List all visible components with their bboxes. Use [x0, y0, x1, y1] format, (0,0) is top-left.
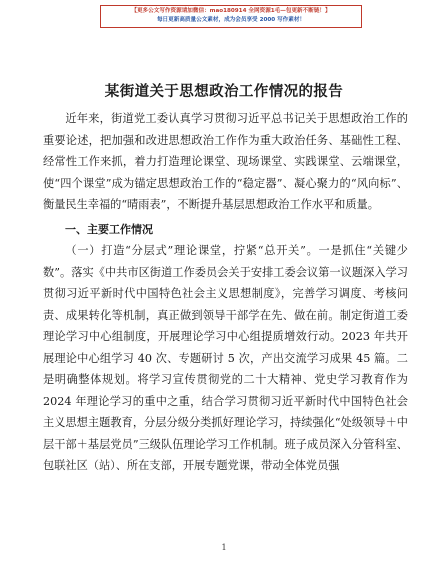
document-title: 某街道关于思想政治工作情况的报告 — [104, 83, 344, 100]
document-body — [43, 108, 408, 477]
page-number: 1 — [221, 543, 227, 552]
intro-paragraph: 近年来，街道党工委认真学习贯彻习近平总书记关于思想政治工作的重要论述，把加强和改进思想政治工作作为重大政治任务、基础性工程、经常性工作来抓，着力打造理论课堂、现场课堂、实践课堂、云端课堂，使“四个课堂”成为锚定思想政治工作的“稳定器”、凝心聚力的“风向标”、衡量民生幸福的“晴雨表”，不断提升基层思想政治工作水平和质量。 — [43, 112, 408, 211]
promo-banner — [100, 5, 362, 28]
section-paragraph: （一）打造“分层式”理论课堂，拧紧“总开关”。一是抓住“关键少数”。落实《中共市区街道工作委员会关于安排工委会议第一议题深入学习贯彻习近平新时代中国特色社会主义思想制度》，完善学习调度、考核问责、成果转化等机制，真正做到领导干部学在先、做在前。制定街道工委理论学习中心组制度，开展理论学习中心组提质增效行动。2023 年共开展理论中心组学习 40 次、专题研讨 5 次，产出交流学习成果 45 篇。二是明确整体规划。将学习宣传贯彻党的二十大精神、党史学习教育作为 2024 年理论学习的重中之重，结合学习贯彻习近平新时代中国特色社会主义思想主题教育，分层分级分类抓好理论学习，持续强化“处级领导＋中层干部＋基层党员”三级队伍理论学习工作机制。班子成员深入分管科室、包联社区（站）、所在支部，开展专题党课，带动全体党员强 — [43, 244, 408, 472]
promo-banner-line-2: 每日更新高质量公文素材，成为会员享受 2000 写作素材！ — [156, 17, 306, 23]
promo-banner-line-1: 【更多公文写作资源请加微信：mao180914 全网资源1毛—包更新不断链！】 — [131, 8, 331, 14]
section-heading: 一、主要工作情况 — [65, 222, 153, 236]
